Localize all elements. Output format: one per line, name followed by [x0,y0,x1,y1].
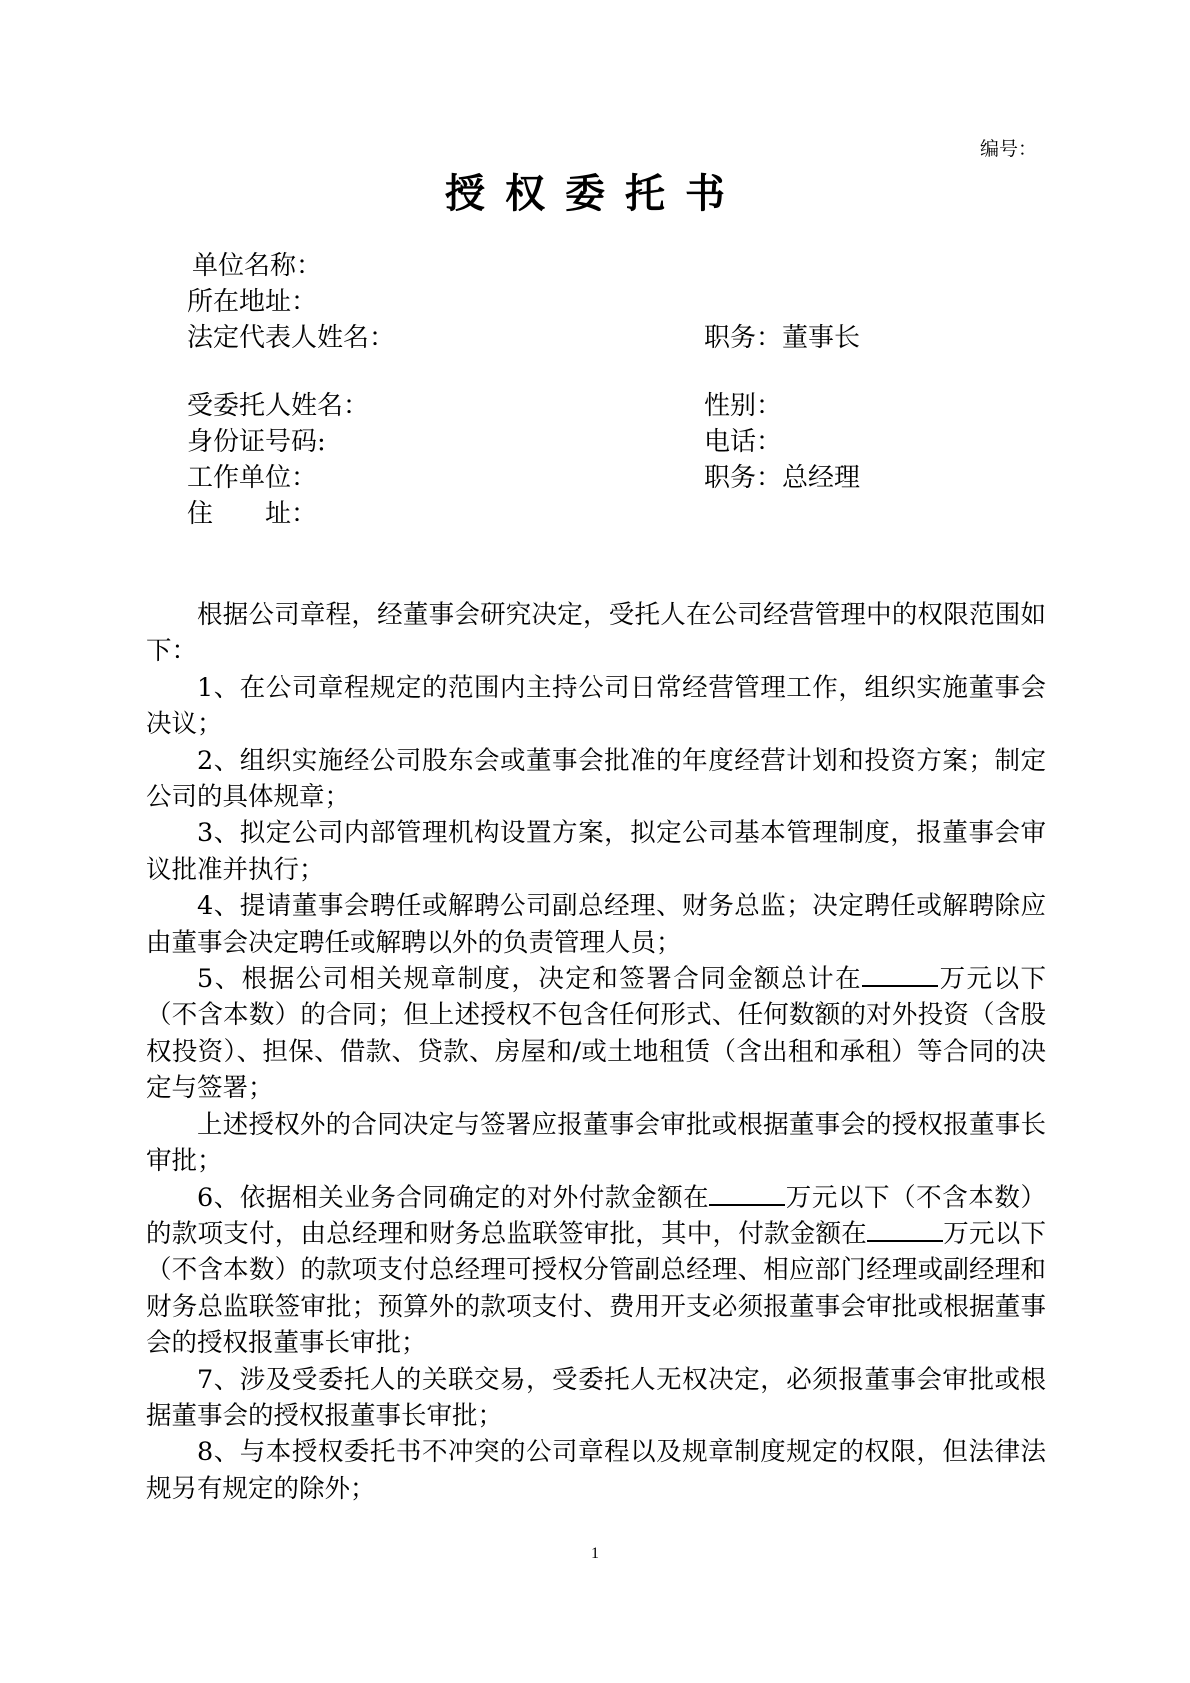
agent-phone-label: 电话： [704,427,783,457]
item-6-part-b: 万元以下（不含本数）的款项支付，由总经理和财务总监联签审批，其中，付款金额在 [146,1182,1046,1249]
item-6-part-c: 万元以下（不含本数）的款项支付总经理可授权分管副总经理、相应部门经理或副经理和财务总监联签审批；预算外的款项支付、费用开支必须报董事会审批或根据董事会的授权报董事长审批； [146,1218,1046,1359]
serial-number-label: 编号： [980,138,1038,160]
amount-blank [709,1182,785,1206]
item-5-note: 上述授权外的合同决定与签署应报董事会审批或根据董事会的授权报董事长审批； [146,1109,1046,1177]
item-5-part-a: 5、根据公司相关规章制度，决定和签署合同金额总计在 [197,964,863,995]
page-number: 1 [591,1545,599,1562]
item-8: 8、与本授权委托书不冲突的公司章程以及规章制度规定的权限，但法律法规另有规定的除外； [146,1437,1046,1504]
item-7: 7、涉及受委托人的关联交易，受委托人无权决定，必须报董事会审批或根据董事会的授权报董事长审批； [146,1364,1046,1431]
item-6-part-a: 6、依据相关业务合同确定的对外付款金额在 [197,1182,710,1213]
legal-rep-position-label: 职务：董事长 [704,323,861,353]
authorization-body [146,597,1046,1507]
agent-residence-label: 住 址： [187,499,318,529]
address-label: 所在地址： [187,287,318,317]
item-2: 2、组织实施经公司股东会或董事会批准的年度经营计划和投资方案；制定公司的具体规章； [146,745,1046,813]
item-6 [146,1180,1046,1362]
item-1: 1、在公司章程规定的范围内主持公司日常经营管理工作，组织实施董事会决议； [146,672,1046,740]
item-4: 4、提请董事会聘任或解聘公司副总经理、财务总监；决定聘任或解聘除应由董事会决定聘任或解聘以外的负责管理人员； [146,891,1046,958]
amount-blank [867,1218,943,1242]
item-5 [146,961,1046,1107]
legal-rep-label: 法定代表人姓名： [187,323,396,353]
amount-blank [862,963,938,987]
item-3: 3、拟定公司内部管理机构设置方案，拟定公司基本管理制度，报董事会审议批准并执行； [146,818,1046,885]
agent-name-label: 受委托人姓名： [187,391,370,421]
unit-name-label: 单位名称： [192,251,323,281]
intro-paragraph: 根据公司章程，经董事会研究决定，受托人在公司经营管理中的权限范围如下： [146,600,1046,667]
agent-position-label: 职务：总经理 [704,463,861,493]
agent-work-unit-label: 工作单位： [187,463,318,493]
item-5-part-b: 万元以下（不含本数）的合同；但上述授权不包含任何形式、任何数额的对外投资（含股权投资）、担保、借款、贷款、房屋和/或土地租赁（含出租和承租）等合同的决定与签署； [146,964,1046,1104]
agent-gender-label: 性别： [704,391,783,421]
agent-id-label: 身份证号码: [187,427,326,457]
document-title: 授权委托书 [445,171,745,217]
